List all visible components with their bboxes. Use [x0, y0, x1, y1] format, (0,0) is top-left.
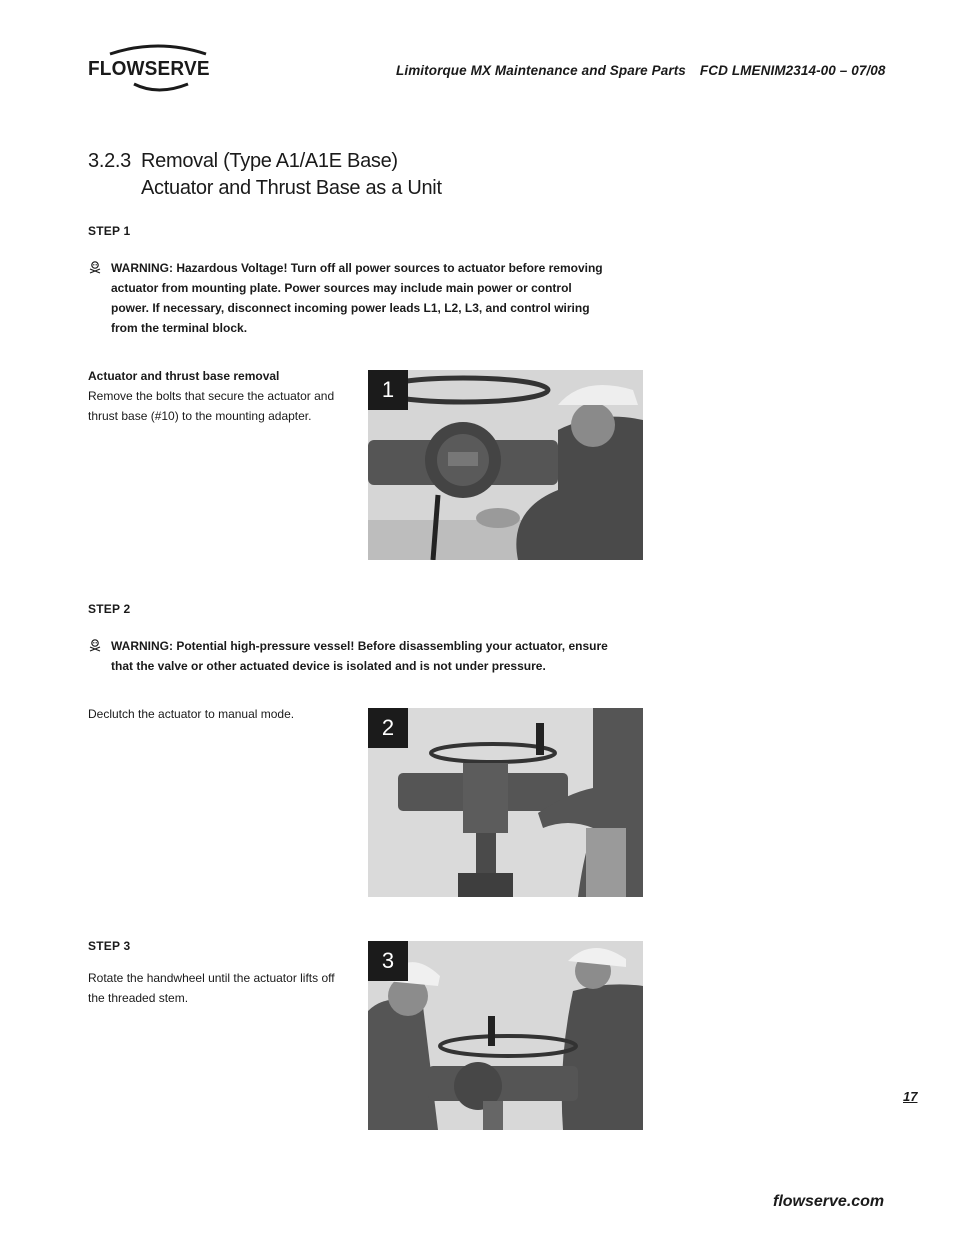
section-title-line1: Removal (Type A1/A1E Base) [141, 150, 398, 172]
figure-3-image [368, 941, 643, 1130]
figure-2-photo [368, 708, 643, 897]
figure-3-photo [368, 941, 643, 1130]
step-2-text: Declutch the actuator to manual mode. [88, 707, 295, 721]
logo-text: FLOWSERVE [88, 58, 210, 80]
footer-url[interactable]: flowserve.com [773, 1193, 885, 1210]
step-1-subheading: Actuator and thrust base removal [88, 369, 280, 383]
step-3-body [88, 968, 353, 1008]
section-title-line2: Actuator and Thrust Base as a Unit [141, 177, 442, 199]
section-heading [88, 148, 442, 202]
step-1-body [88, 366, 353, 426]
figure-2-image [368, 708, 643, 897]
step-1-label: STEP 1 [88, 224, 131, 238]
step-2-label: STEP 2 [88, 602, 131, 616]
step-2-warning-text: WARNING: Potential high-pressure vessel! Before disassembling your actuator, ensure that the valve or other actuated device is isolated and is not under pressure. [111, 639, 608, 673]
figure-1-number: 1 [368, 370, 408, 410]
figure-1-photo [368, 370, 643, 560]
figure-1-image [368, 370, 643, 560]
figure-2-number: 2 [368, 708, 408, 748]
figure-3-number: 3 [368, 941, 408, 981]
page-number: 17 [903, 1089, 918, 1104]
skull-crossbones-icon [88, 638, 102, 652]
flowserve-logo [88, 42, 228, 94]
doc-title: Limitorque MX Maintenance and Spare Parts [396, 63, 686, 78]
step-2-body [88, 704, 353, 724]
step-1-text: Remove the bolts that secure the actuator and thrust base (#10) to the mounting adapter. [88, 389, 335, 423]
step-1-warning [88, 258, 608, 338]
doc-code: FCD LMENIM2314-00 – 07/08 [699, 63, 886, 78]
step-3-text: Rotate the handwheel until the actuator lifts off the threaded stem. [88, 971, 335, 1005]
running-header [396, 63, 886, 78]
step-2-warning [88, 636, 608, 676]
skull-crossbones-icon [88, 260, 102, 274]
section-number: 3.2.3 [88, 150, 131, 172]
step-1-warning-text: WARNING: Hazardous Voltage! Turn off all power sources to actuator before removing actuator from mounting plate. Power sources may include main power or control power. If necessary, disconnect incoming power leads L1, L2, L3, and control wiring from the terminal block. [111, 261, 603, 335]
step-3-label: STEP 3 [88, 939, 131, 953]
